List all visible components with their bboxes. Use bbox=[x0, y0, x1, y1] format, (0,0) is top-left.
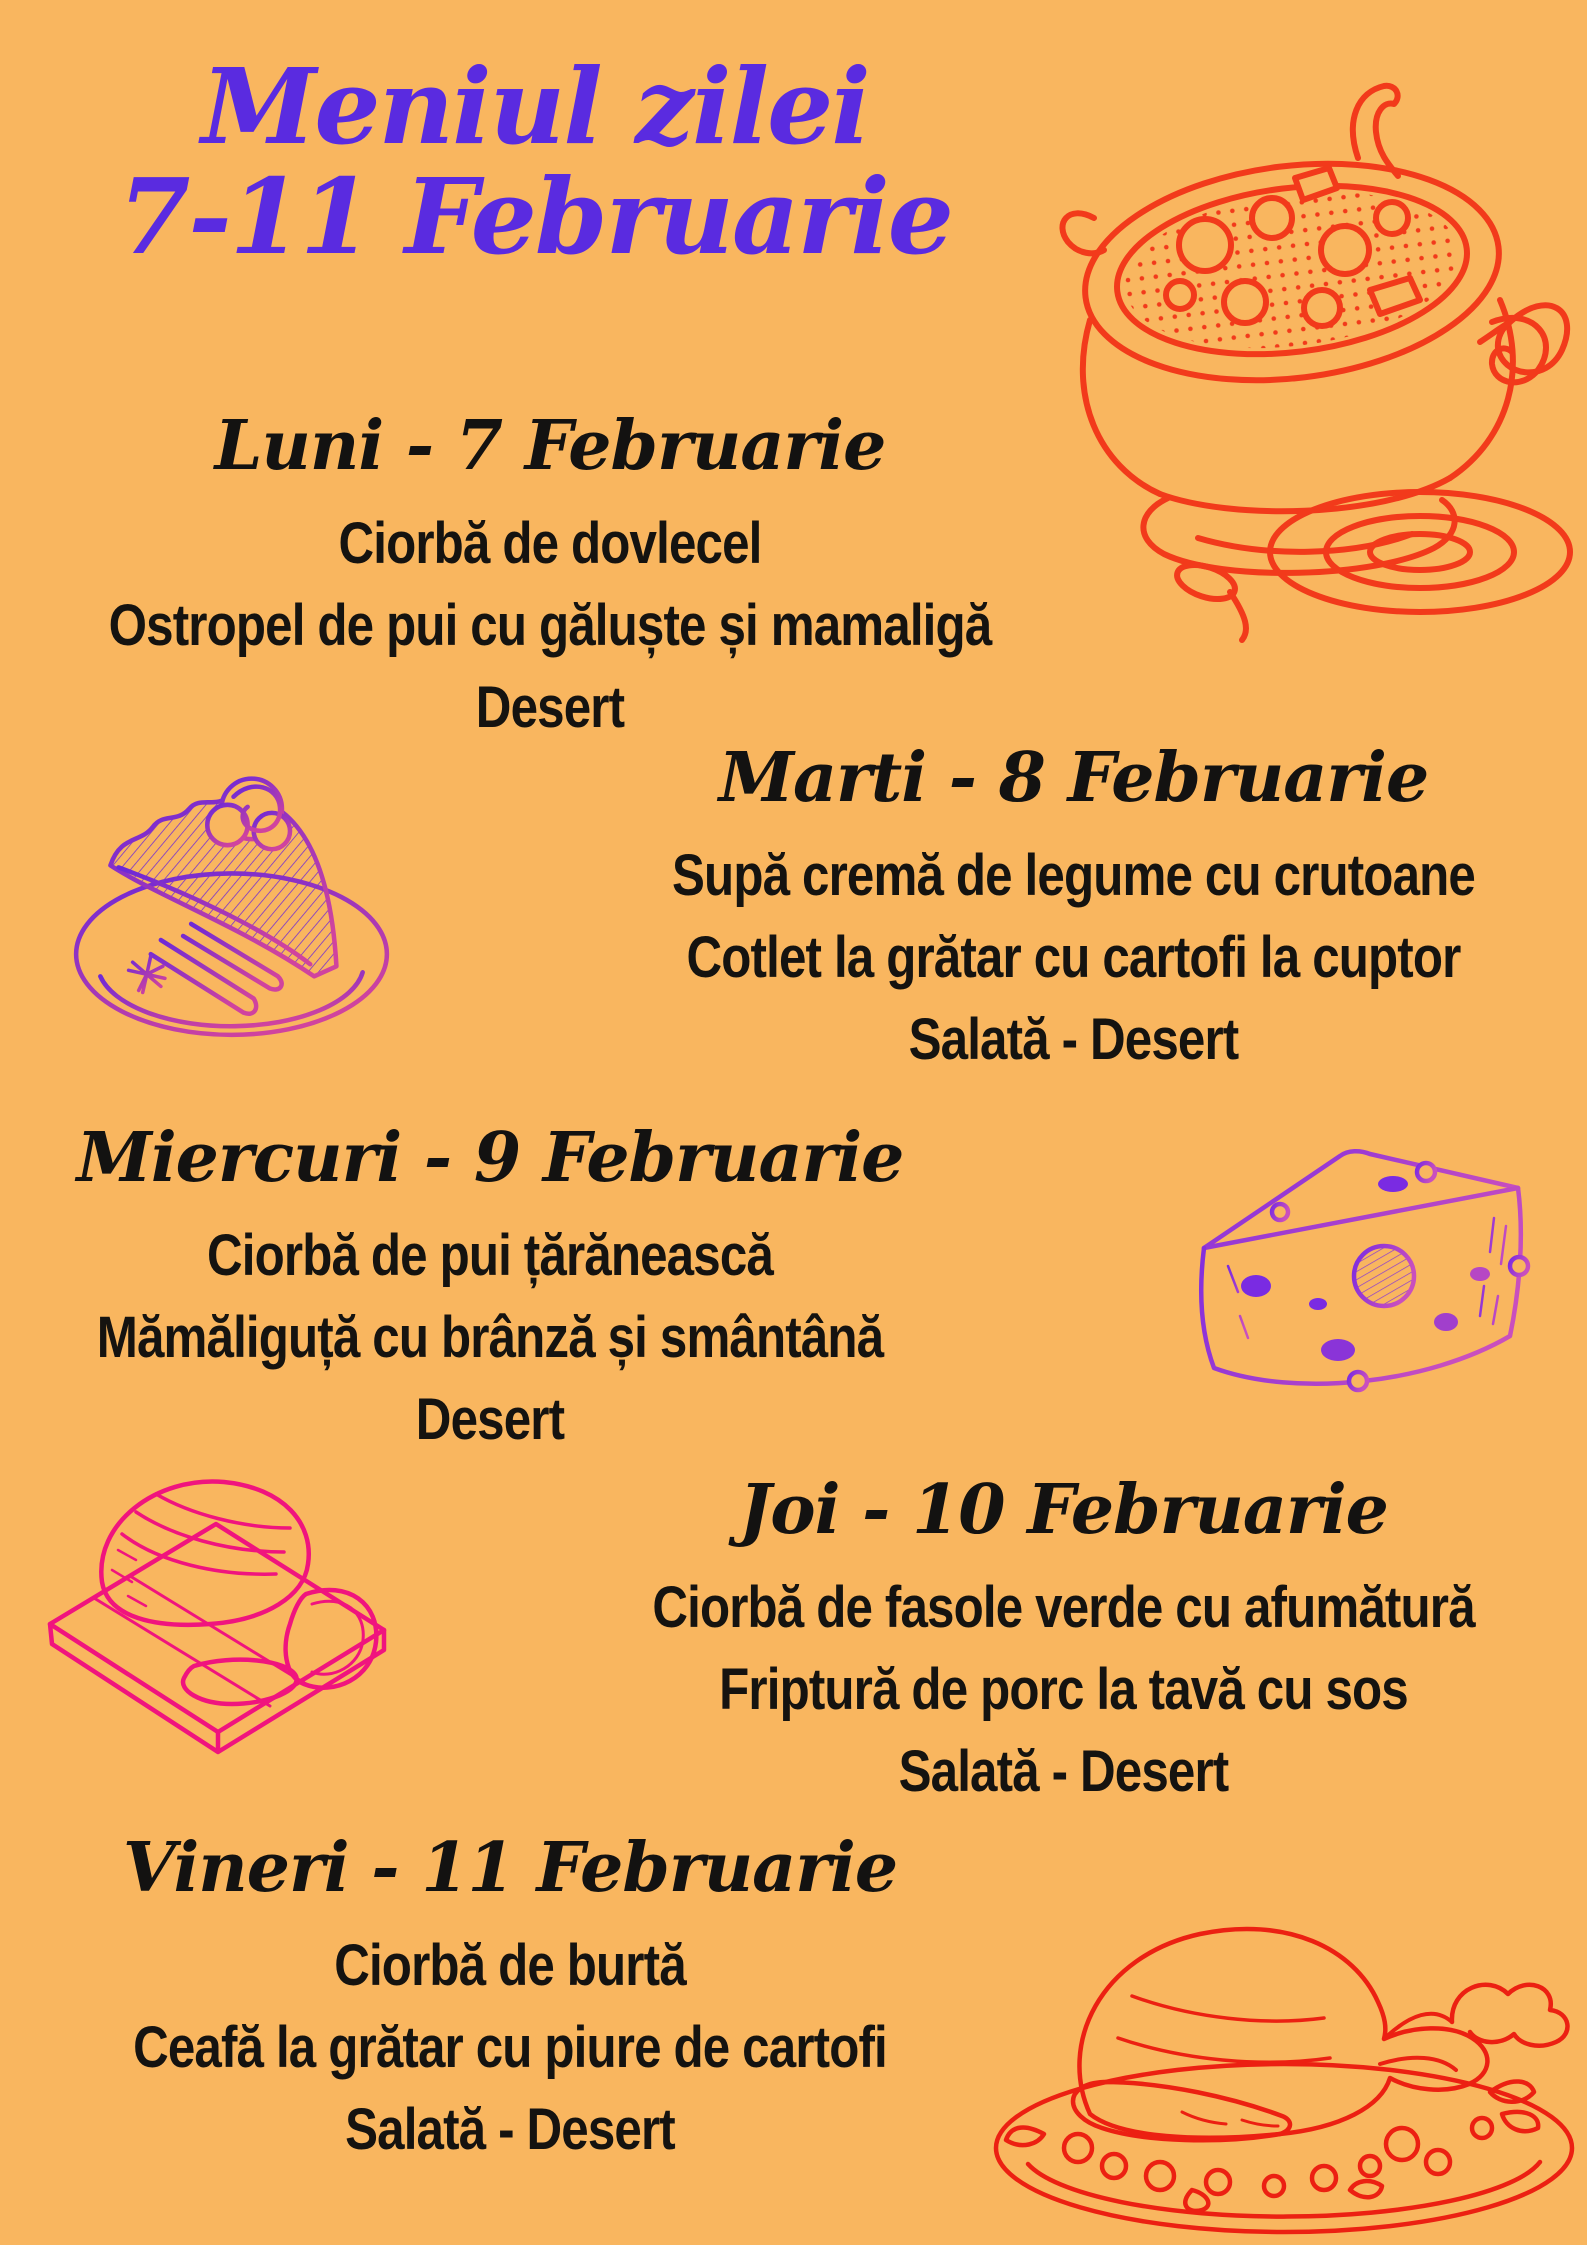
dish-line: Ciorbă de burtă bbox=[334, 1933, 686, 1998]
cheese-wedge-illustration bbox=[1188, 1126, 1548, 1426]
day-section-thursday bbox=[540, 1464, 1587, 1813]
day-heading-tuesday: Marti - 8 Februarie bbox=[718, 738, 1429, 818]
day-heading-thursday: Joi - 10 Februarie bbox=[739, 1470, 1388, 1550]
dish-line: Salată - Desert bbox=[898, 1739, 1229, 1804]
dish-line: Ciorbă de dovlecel bbox=[338, 511, 762, 576]
day-section-monday bbox=[10, 400, 1090, 749]
dish-line: Friptură de porc la tavă cu sos bbox=[719, 1657, 1408, 1722]
day-heading-monday: Luni - 7 Februarie bbox=[214, 406, 886, 486]
dish-line: Salată - Desert bbox=[908, 1007, 1239, 1072]
roast-turkey-illustration bbox=[982, 1876, 1587, 2243]
bread-board-illustration bbox=[38, 1430, 396, 1788]
dish-line: Cotlet la grătar cu cartofi la cuptor bbox=[686, 925, 1461, 990]
dish-line: Ciorbă de fasole verde cu afumătură bbox=[652, 1575, 1475, 1640]
day-section-friday bbox=[0, 1822, 1020, 2171]
dish-line: Salată - Desert bbox=[345, 2097, 675, 2162]
day-heading-wednesday: Miercuri - 9 Februarie bbox=[76, 1118, 904, 1198]
dish-line: Supă cremă de legume cu crutoane bbox=[672, 843, 1475, 908]
poster-title-line1: Meniul zilei bbox=[201, 45, 869, 168]
dish-line: Ciorbă de pui țărănească bbox=[207, 1223, 773, 1288]
day-section-wednesday bbox=[0, 1112, 980, 1461]
poster-title-line2: 7-11 Februarie bbox=[118, 155, 952, 278]
soup-pot-illustration bbox=[1040, 60, 1580, 645]
dish-line: Mămăliguță cu brânză și smântână bbox=[96, 1305, 884, 1370]
pie-slice-illustration bbox=[62, 712, 400, 1050]
day-heading-friday: Vineri - 11 Februarie bbox=[122, 1828, 898, 1908]
dish-line: Ostropel de pui cu găluște și mamaligă bbox=[108, 593, 992, 658]
dish-line: Ceafă la grătar cu piure de cartofi bbox=[133, 2015, 887, 2080]
dish-line: Desert bbox=[415, 1387, 565, 1452]
poster-title bbox=[30, 45, 1040, 278]
dish-line: Desert bbox=[475, 675, 625, 740]
day-section-tuesday bbox=[560, 732, 1587, 1081]
